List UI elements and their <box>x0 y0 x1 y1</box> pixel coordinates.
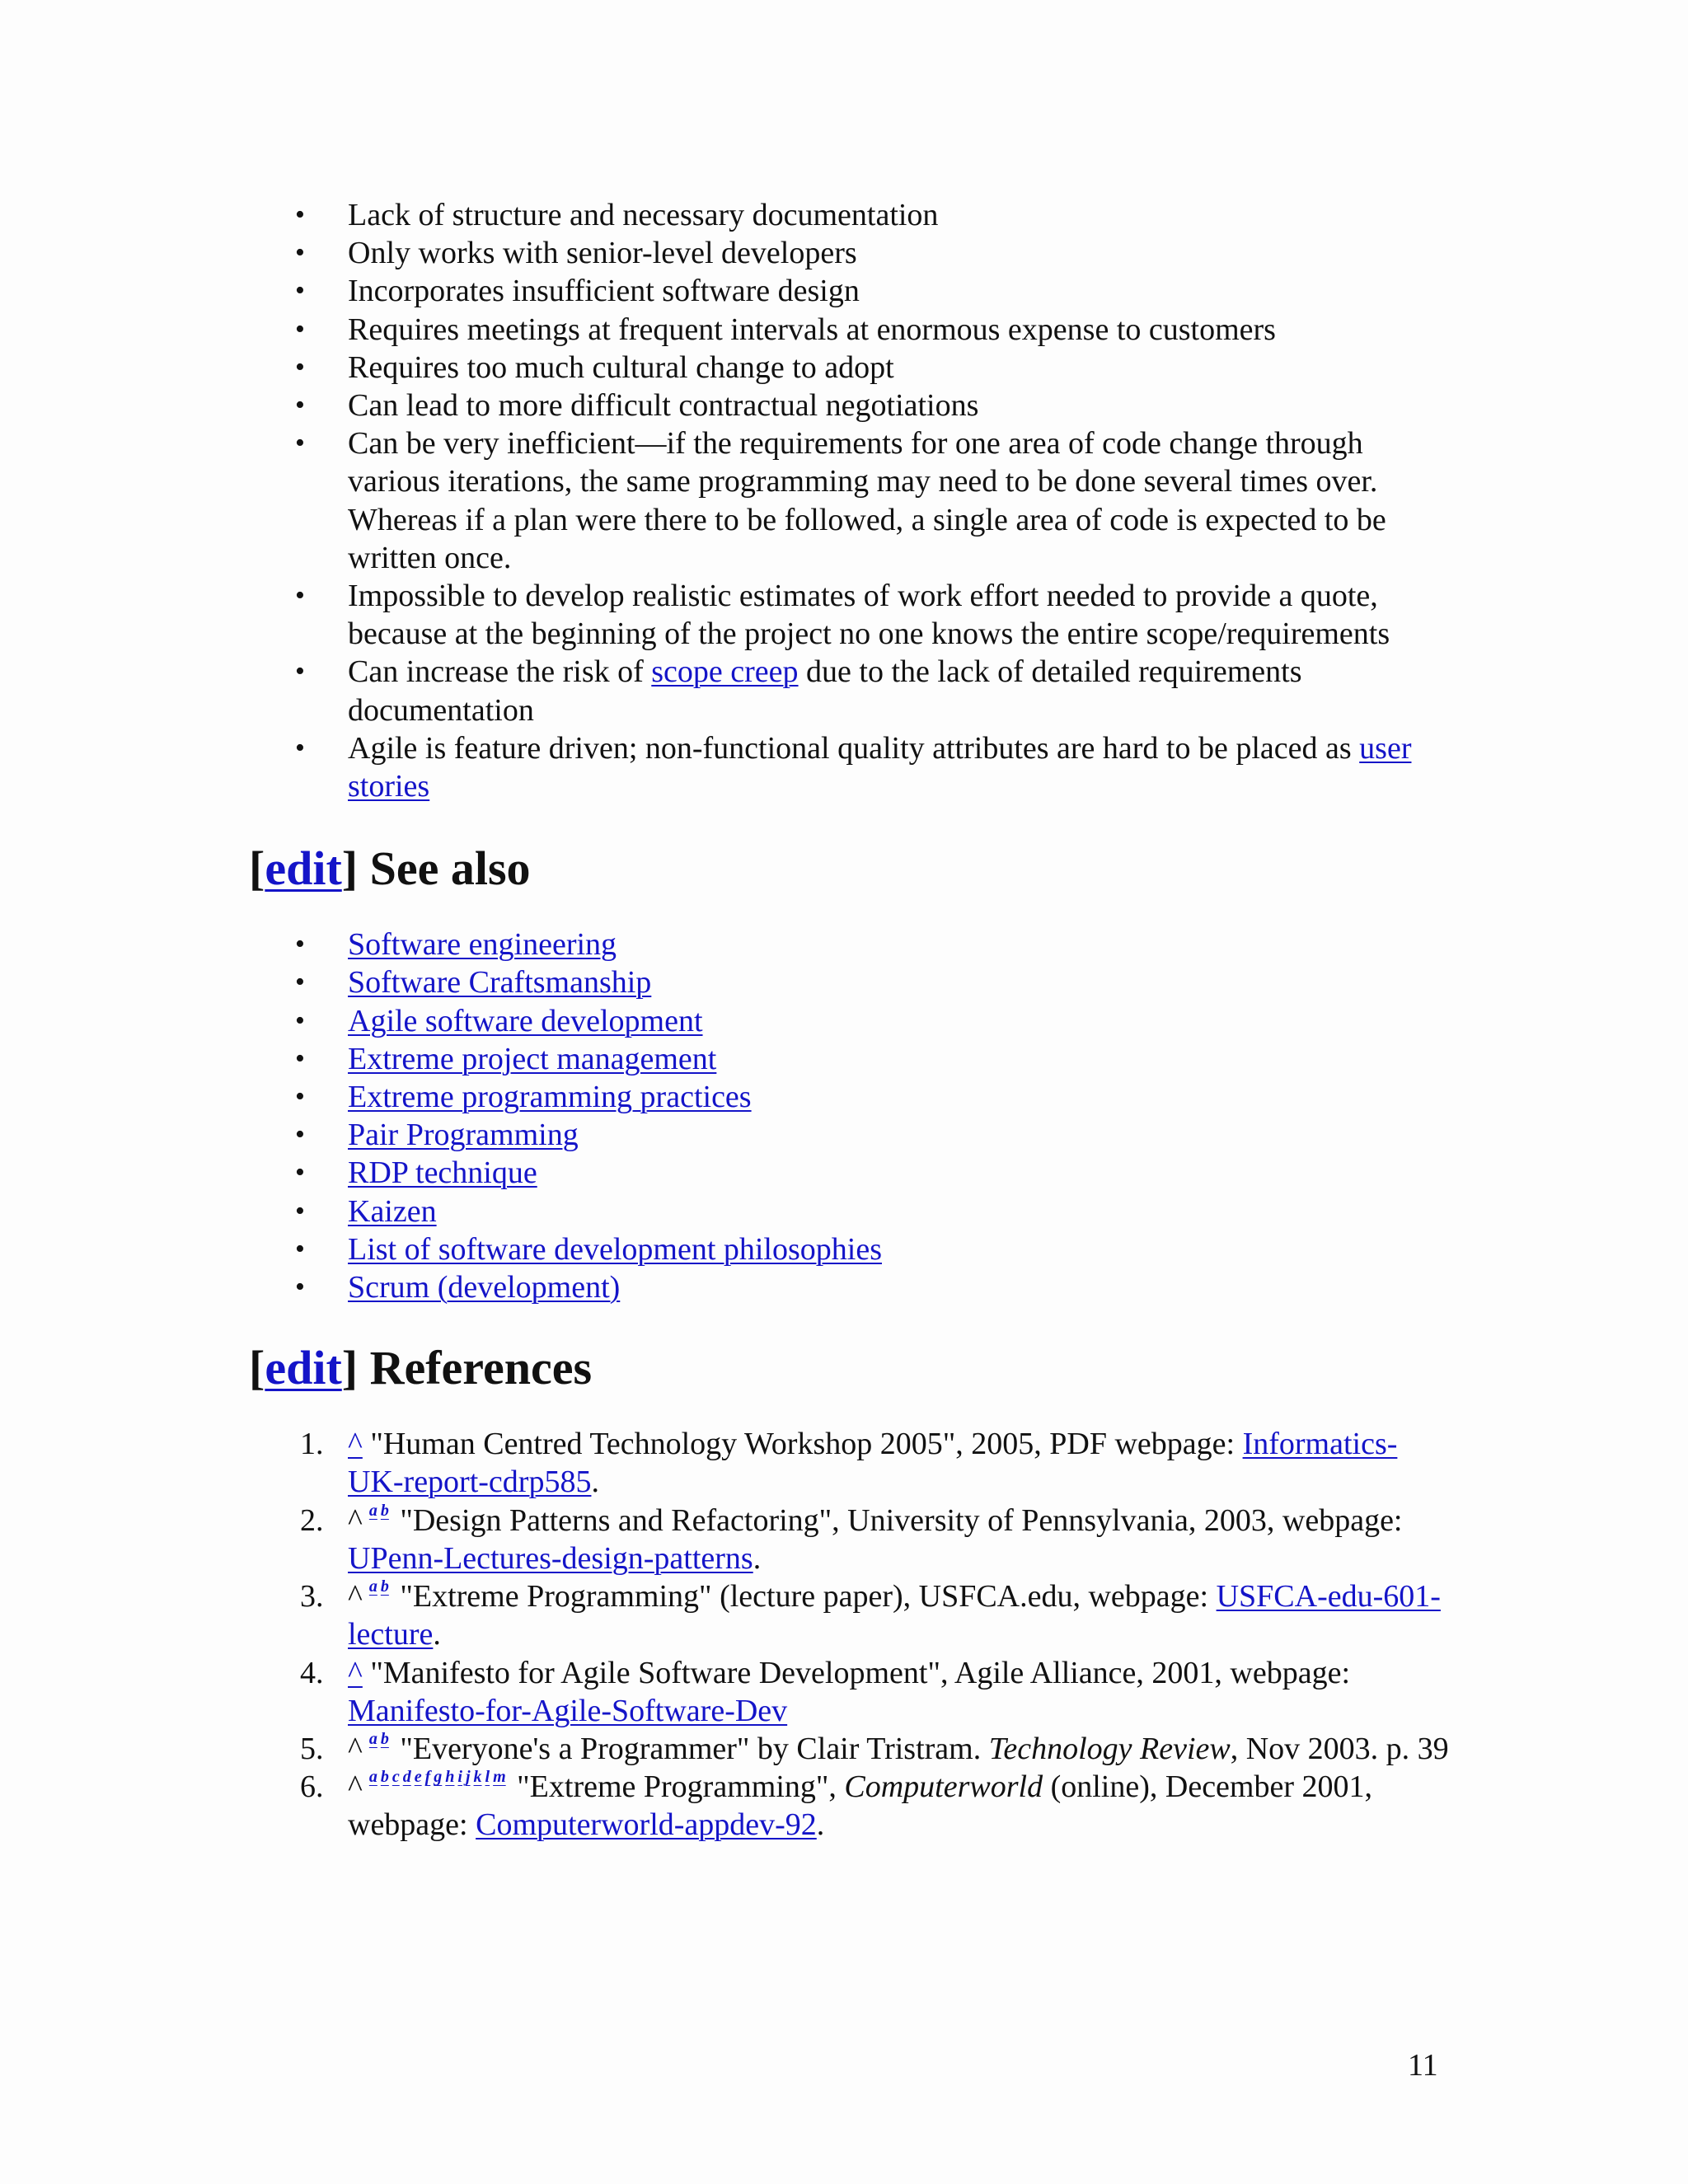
backref-letter-link[interactable]: f <box>424 1768 431 1787</box>
reference-webpage-link[interactable]: Computerworld-appdev-92 <box>476 1807 817 1843</box>
reference-text: , Nov 2003. p. 39 <box>1230 1731 1449 1766</box>
criticisms-list <box>249 196 1452 805</box>
backref-letter-link[interactable]: b <box>380 1577 389 1596</box>
reference-text: "Human Centred Technology Workshop 2005", 2005, PDF webpage: <box>370 1427 1243 1462</box>
reference-webpage-link[interactable]: USFCA-edu-601-lecture <box>348 1579 1441 1652</box>
reference-number: 2. <box>300 1502 324 1538</box>
see-also-link[interactable]: Software Craftsmanship <box>348 965 652 1001</box>
list-item <box>249 311 1452 349</box>
references-heading: [edit] References <box>249 1341 593 1395</box>
reference-publication: Technology Review <box>988 1731 1231 1766</box>
reference-publication: Computerworld <box>844 1769 1043 1805</box>
backref-letter-link[interactable]: g <box>434 1768 443 1787</box>
backref-letter-link[interactable]: b <box>380 1501 389 1520</box>
list-item-text: Can increase the risk of <box>348 654 652 690</box>
reference-item <box>249 1654 1452 1730</box>
reference-text: "Design Patterns and Refactoring", University of Pennsylvania, 2003, webpage: <box>400 1502 1403 1538</box>
list-item <box>249 1116 1452 1154</box>
list-item <box>249 729 1452 805</box>
backref-letter-link[interactable]: c <box>392 1768 400 1787</box>
reference-number: 1. <box>300 1427 324 1462</box>
reference-text: . <box>816 1807 825 1843</box>
reference-text: . <box>591 1465 599 1500</box>
list-item <box>249 1040 1452 1078</box>
backref-caret: ^ <box>348 1769 363 1805</box>
see-also-link[interactable]: Extreme programming practices <box>348 1080 752 1115</box>
see-also-link[interactable]: Software engineering <box>348 927 617 963</box>
reference-number: 5. <box>300 1731 324 1766</box>
reference-text: "Extreme Programming", <box>517 1769 845 1805</box>
see-also-link[interactable]: RDP technique <box>348 1155 537 1191</box>
reference-webpage-link[interactable]: Informatics-UK-report-cdrp585 <box>348 1427 1398 1500</box>
list-item <box>249 196 1452 234</box>
reference-item <box>249 1730 1452 1768</box>
section-title: See also <box>369 841 531 896</box>
list-item <box>249 963 1452 1001</box>
reference-number: 3. <box>300 1579 324 1615</box>
list-item <box>249 653 1452 729</box>
backref-letter-link[interactable]: j <box>465 1768 471 1787</box>
backref-letter-link[interactable]: a <box>368 1501 377 1520</box>
backref-caret-link[interactable]: ^ <box>348 1427 363 1462</box>
backref-letter-link[interactable]: b <box>380 1768 389 1787</box>
list-item <box>249 424 1452 577</box>
reference-webpage-link[interactable]: UPenn-Lectures-design-patterns <box>348 1540 753 1576</box>
list-item <box>249 926 1452 963</box>
edit-link-references[interactable]: edit <box>265 1341 342 1395</box>
backref-letter-link[interactable]: e <box>414 1768 422 1787</box>
reference-number: 6. <box>300 1769 324 1805</box>
backref-letter-link[interactable]: a <box>368 1577 377 1596</box>
reference-webpage-link[interactable]: Manifesto-for-Agile-Software-Dev <box>348 1693 788 1728</box>
list-item-text: Agile is feature driven; non-functional quality attributes are hard to be placed as <box>348 730 1360 766</box>
section-title: References <box>369 1341 593 1395</box>
list-item-text: Only works with senior-level developers <box>348 236 857 271</box>
see-also-link[interactable]: List of software development philosophies <box>348 1231 882 1267</box>
reference-text: . <box>433 1617 441 1652</box>
reference-item <box>249 1577 1452 1653</box>
list-item <box>249 1002 1452 1040</box>
backref-caret: ^ <box>348 1731 363 1766</box>
list-item-text: Incorporates insufficient software design <box>348 274 860 309</box>
page-number: 11 <box>1408 2048 1438 2083</box>
list-item <box>249 234 1452 272</box>
see-also-link[interactable]: Agile software development <box>348 1003 703 1038</box>
references-list <box>249 1425 1452 1844</box>
edit-link-see-also[interactable]: edit <box>265 841 342 896</box>
list-item <box>249 577 1452 653</box>
reference-text: (online), December 2001, webpage: <box>348 1769 1373 1843</box>
list-item <box>249 1268 1452 1306</box>
backref-caret-link[interactable]: ^ <box>348 1655 363 1690</box>
list-item-text: Requires meetings at frequent intervals at enormous expense to customers <box>348 312 1276 347</box>
backref-caret: ^ <box>348 1579 363 1615</box>
scope-creep-link[interactable]: scope creep <box>651 654 799 690</box>
backref-letter-link[interactable]: m <box>493 1768 506 1787</box>
see-also-link[interactable]: Extreme project management <box>348 1041 717 1076</box>
list-item <box>249 1230 1452 1268</box>
backref-caret: ^ <box>348 1502 363 1538</box>
list-item <box>249 387 1452 424</box>
user-stories-link[interactable]: user stories <box>348 730 1412 804</box>
list-item-text: Lack of structure and necessary documentation <box>348 198 939 232</box>
see-also-link[interactable]: Kaizen <box>348 1193 437 1229</box>
backref-letter-link[interactable]: i <box>457 1768 462 1787</box>
list-item-text: Can lead to more difficult contractual negotiations <box>348 388 979 424</box>
list-item <box>249 349 1452 387</box>
list-item-text: Impossible to develop realistic estimates of work effort needed to provide a quote, because at the beginning of the project no one knows the entire scope/requirements <box>348 579 1390 652</box>
see-also-link[interactable]: Scrum (development) <box>348 1270 621 1305</box>
backref-letter-link[interactable]: b <box>380 1729 389 1748</box>
backref-letter-link[interactable]: a <box>368 1768 377 1787</box>
reference-text: "Manifesto for Agile Software Development", Agile Alliance, 2001, webpage: <box>370 1655 1351 1690</box>
list-item-text: Requires too much cultural change to adopt <box>348 349 894 385</box>
reference-item <box>249 1502 1452 1577</box>
reference-text: . <box>753 1540 762 1576</box>
list-item-text: due to the lack of detailed requirements documentation <box>348 654 1302 728</box>
page-content <box>249 196 1452 1844</box>
backref-letter-link[interactable]: h <box>445 1768 455 1787</box>
see-also-link[interactable]: Pair Programming <box>348 1118 579 1153</box>
list-item-text: Can be very inefficient—if the requirements for one area of code change through various iterations, the same programming may need to be done several times over. Whereas if a plan were there to be followed, a single area of code is expected to be written once. <box>348 426 1386 575</box>
backref-letter-link[interactable]: k <box>473 1768 482 1787</box>
backref-letter-link[interactable]: a <box>368 1729 377 1748</box>
see-also-heading: [edit] See also <box>249 841 531 896</box>
backref-letter-link[interactable]: d <box>402 1768 411 1787</box>
see-also-list <box>249 926 1452 1306</box>
reference-text: "Extreme Programming" (lecture paper), USFCA.edu, webpage: <box>400 1579 1217 1615</box>
list-item <box>249 1193 1452 1230</box>
backref-letter-link[interactable]: l <box>485 1768 490 1787</box>
reference-item <box>249 1768 1452 1844</box>
list-item <box>249 1154 1452 1192</box>
reference-text: "Everyone's a Programmer" by Clair Tristram. <box>400 1731 989 1766</box>
reference-item <box>249 1425 1452 1501</box>
reference-number: 4. <box>300 1655 324 1690</box>
list-item <box>249 1078 1452 1116</box>
list-item <box>249 272 1452 310</box>
